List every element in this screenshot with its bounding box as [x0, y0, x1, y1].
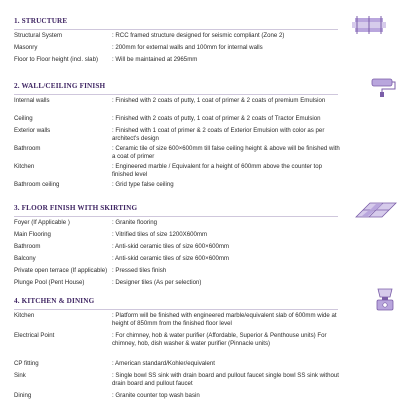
spec-row	[0, 44, 414, 56]
spec-value: : Anti-skid ceramic tiles of size 600×600mm	[112, 243, 230, 250]
section-divider	[14, 94, 338, 95]
section-header	[0, 296, 414, 312]
spec-row	[0, 255, 414, 267]
spec-row	[0, 267, 414, 279]
spec-label: Sink	[14, 372, 26, 379]
spec-value: : Finished with 2 coats of putty, 1 coat of primer & 2 coats of Tractor Emulsion	[112, 115, 321, 122]
spec-value: : Finished with 1 coat of primer & 2 coats of Exterior Emulsion with color as per architect's design	[112, 127, 325, 142]
spec-label: Foyer (If Applicable )	[14, 219, 70, 226]
spec-value: : Granite flooring	[112, 219, 158, 226]
spec-row	[0, 32, 414, 44]
spec-row	[0, 115, 414, 127]
spec-row	[0, 332, 414, 360]
section-title: 3. FLOOR FINISH WITH SKIRTING	[14, 204, 138, 212]
spec-row	[0, 360, 414, 372]
spec-value: : Ceramic tile of size 600×600mm till false ceiling height & above will be finished with a coat of primer	[112, 145, 340, 160]
spec-value: : American standard/Kohler/equivalent	[112, 360, 215, 367]
section-header	[0, 16, 414, 32]
spec-row	[0, 181, 414, 193]
spec-label: Exterior walls	[14, 127, 51, 134]
spec-value: : Single bowl SS sink with drain board and pullout faucet single bowl SS sink without drain board and pullout faucet	[112, 372, 339, 387]
section-wall-ceiling-finish	[0, 81, 414, 193]
kitchen-mixer-icon	[370, 286, 400, 312]
spec-label: Plunge Pool (Pent House)	[14, 279, 85, 286]
section-structure	[0, 16, 414, 68]
section-title: 2. WALL/CEILING FINISH	[14, 82, 106, 90]
section-header	[0, 81, 414, 97]
spec-label: Ceiling	[14, 115, 33, 122]
spec-value: : RCC framed structure designed for seismic compliant (Zone 2)	[112, 32, 285, 39]
spec-row	[0, 219, 414, 231]
spec-row	[0, 243, 414, 255]
spec-label: CP fitting	[14, 360, 39, 367]
spec-label: Bathroom	[14, 145, 41, 152]
spec-value: : Platform will be finished with engineered marble/equivalent slab of 600mm wide at height of 850mm from the finished floor level	[112, 312, 337, 327]
spec-value: : Vitrified tiles of size 1200X600mm	[112, 231, 208, 238]
paint-roller-icon	[358, 77, 398, 97]
spec-value: : Will be maintained at 2965mm	[112, 56, 198, 63]
section-title: 1. STRUCTURE	[14, 17, 68, 25]
spec-label: Internal walls	[14, 97, 50, 104]
spec-label: Dining	[14, 392, 32, 399]
spec-row	[0, 392, 414, 404]
spec-label: Main Flooring	[14, 231, 51, 238]
spec-row	[0, 56, 414, 68]
spec-label: Kitchen	[14, 312, 35, 319]
section-divider	[14, 29, 338, 30]
floor-tiles-icon	[354, 199, 398, 221]
spec-row	[0, 97, 414, 115]
spec-row	[0, 127, 414, 145]
spec-value: : Granite counter top wash basin	[112, 392, 200, 399]
spec-row	[0, 312, 414, 332]
spec-row	[0, 231, 414, 243]
spec-value: : Grid type false ceiling	[112, 181, 174, 188]
spec-row	[0, 372, 414, 392]
spec-row	[0, 279, 414, 291]
spec-label: Masonry	[14, 44, 38, 51]
section-title: 4. KITCHEN & DINING	[14, 297, 95, 305]
spec-value: : Finished with 2 coats of putty, 1 coat of primer & 2 coats of premium Emulsion	[112, 97, 326, 104]
spec-label: Electrical Point	[14, 332, 55, 339]
spec-label: Bathroom	[14, 243, 41, 250]
section-floor-finish	[0, 203, 414, 291]
spec-value: : Pressed tiles finish	[112, 267, 167, 274]
spec-label: Balcony	[14, 255, 36, 262]
spec-value: : Anti-skid ceramic tiles of size 600×600mm	[112, 255, 230, 262]
spec-value: : 200mm for external walls and 100mm for internal walls	[112, 44, 263, 51]
spec-label: Floor to Floor height (incl. slab)	[14, 56, 98, 63]
spec-label: Kitchen	[14, 163, 35, 170]
spec-label: Structural System	[14, 32, 63, 39]
spec-value: : Designer tiles (As per selection)	[112, 279, 202, 286]
spec-label: Private open terrace (If applicable)	[14, 267, 108, 274]
section-header	[0, 203, 414, 219]
section-divider	[14, 216, 338, 217]
spec-label: Bathroom ceiling	[14, 181, 60, 188]
section-divider	[14, 309, 338, 310]
spec-row	[0, 163, 414, 181]
spec-value: : For chimney, hob & water purifier (Affordable, Superior & Penthouse units) For chimney, hob, dish washer & water purifier (Pinnacle units)	[112, 332, 327, 347]
spec-value: : Engineered marble / Equivalent for a height of 600mm above the counter top finished level	[112, 163, 323, 178]
section-kitchen-dining	[0, 296, 414, 404]
spec-row	[0, 145, 414, 163]
